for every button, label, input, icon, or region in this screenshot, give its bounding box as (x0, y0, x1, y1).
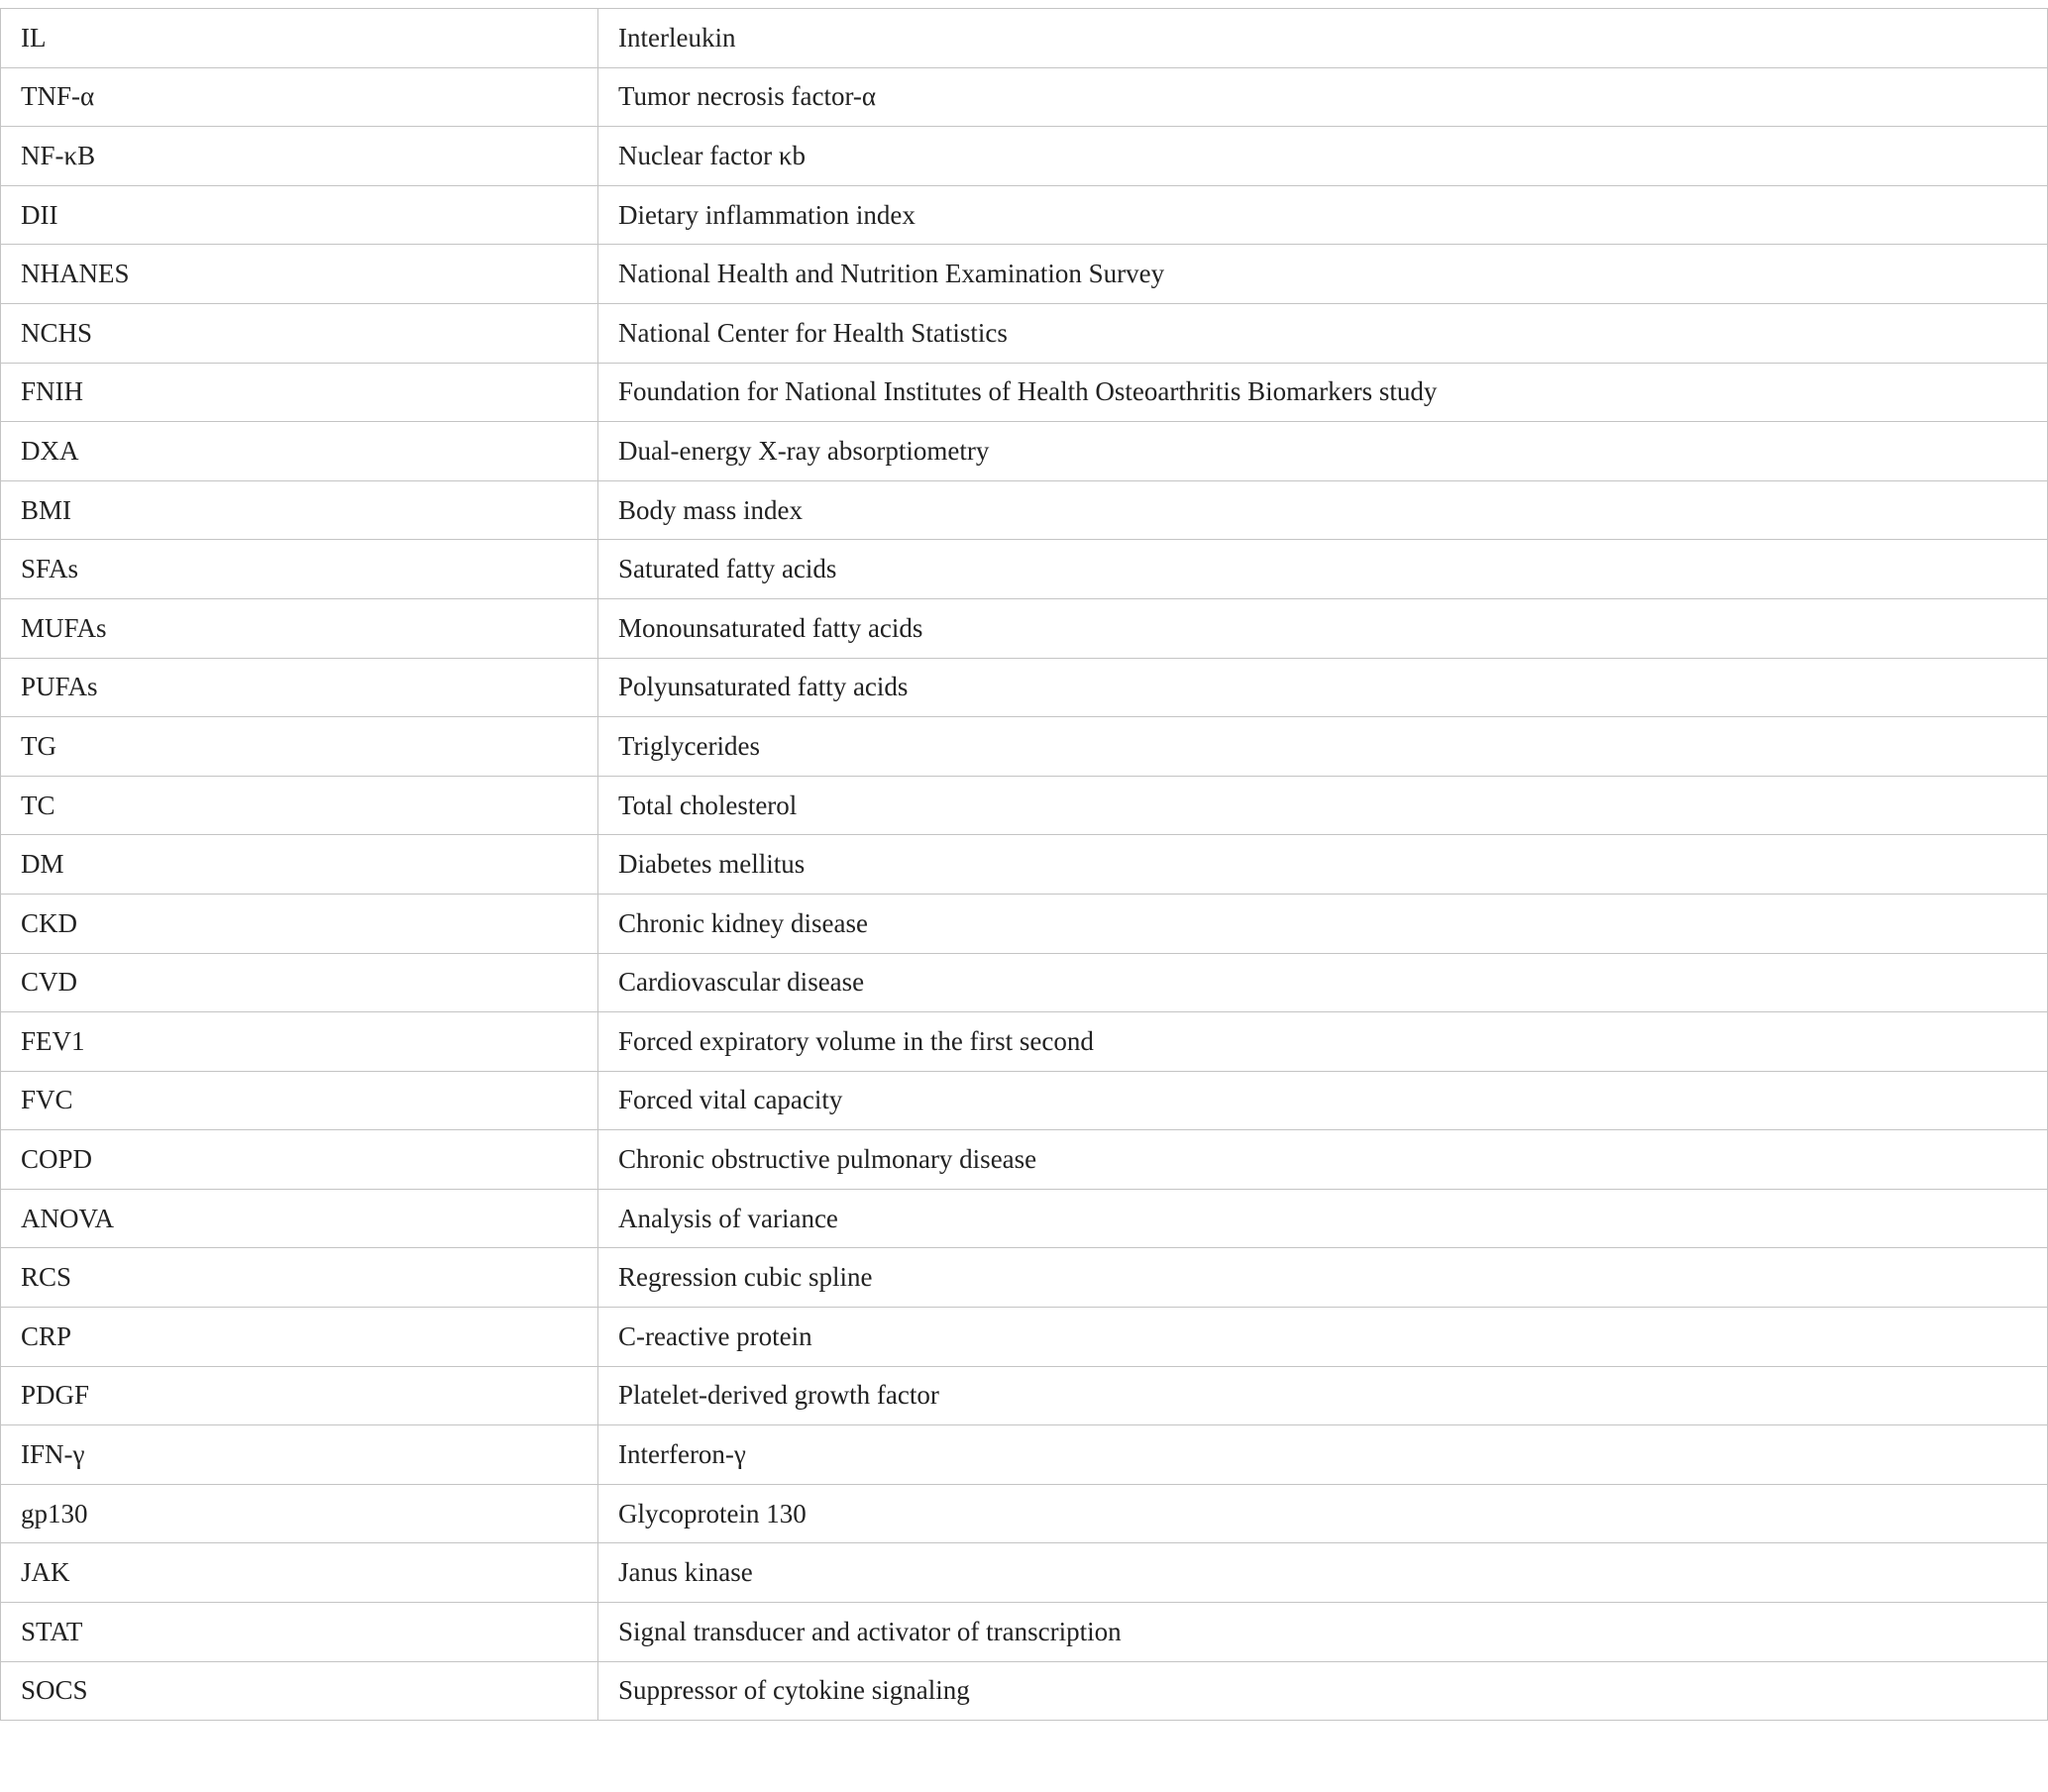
definition-cell: Forced expiratory volume in the first second (598, 1012, 2048, 1072)
table-row (1, 1366, 2048, 1425)
abbreviation-cell: NCHS (1, 303, 598, 363)
abbreviation-cell: MUFAs (1, 598, 598, 658)
definition-cell: Analysis of variance (598, 1189, 2048, 1248)
abbreviation-cell: PDGF (1, 1366, 598, 1425)
definition-cell: Dual-energy X-ray absorptiometry (598, 422, 2048, 481)
table-row (1, 1189, 2048, 1248)
abbreviation-cell: DXA (1, 422, 598, 481)
abbreviation-cell: CVD (1, 953, 598, 1012)
definition-cell: Triglycerides (598, 717, 2048, 777)
definition-cell: Chronic kidney disease (598, 894, 2048, 953)
abbreviation-cell: FNIH (1, 363, 598, 422)
abbreviation-cell: SFAs (1, 540, 598, 599)
abbreviation-cell: NHANES (1, 245, 598, 304)
abbreviation-cell: IFN-γ (1, 1425, 598, 1485)
table-row (1, 598, 2048, 658)
table-row (1, 127, 2048, 186)
table-row (1, 717, 2048, 777)
table-row (1, 1130, 2048, 1190)
definition-cell: Regression cubic spline (598, 1248, 2048, 1308)
abbreviation-cell: IL (1, 9, 598, 68)
abbreviation-cell: ANOVA (1, 1189, 598, 1248)
table-row (1, 1248, 2048, 1308)
definition-cell: Polyunsaturated fatty acids (598, 658, 2048, 717)
table-row (1, 776, 2048, 835)
abbreviation-cell: CKD (1, 894, 598, 953)
abbreviation-cell: PUFAs (1, 658, 598, 717)
abbreviation-cell: COPD (1, 1130, 598, 1190)
definition-cell: Dietary inflammation index (598, 185, 2048, 245)
table-row (1, 185, 2048, 245)
definition-cell: Total cholesterol (598, 776, 2048, 835)
table-row (1, 1425, 2048, 1485)
definition-cell: Forced vital capacity (598, 1071, 2048, 1130)
table-row (1, 953, 2048, 1012)
table-row (1, 1543, 2048, 1603)
abbreviation-cell: SOCS (1, 1661, 598, 1721)
abbreviation-cell: DII (1, 185, 598, 245)
definition-cell: Suppressor of cytokine signaling (598, 1661, 2048, 1721)
definition-cell: Cardiovascular disease (598, 953, 2048, 1012)
definition-cell: Saturated fatty acids (598, 540, 2048, 599)
table-row (1, 363, 2048, 422)
abbreviations-table (0, 8, 2048, 1721)
definition-cell: Foundation for National Institutes of Health Osteoarthritis Biomarkers study (598, 363, 2048, 422)
table-row (1, 1603, 2048, 1662)
definition-cell: Interleukin (598, 9, 2048, 68)
definition-cell: Janus kinase (598, 1543, 2048, 1603)
abbreviation-cell: RCS (1, 1248, 598, 1308)
definition-cell: Body mass index (598, 480, 2048, 540)
abbreviation-cell: TC (1, 776, 598, 835)
abbreviation-cell: FVC (1, 1071, 598, 1130)
abbreviation-cell: gp130 (1, 1484, 598, 1543)
definition-cell: Monounsaturated fatty acids (598, 598, 2048, 658)
table-row (1, 1012, 2048, 1072)
abbreviation-cell: TG (1, 717, 598, 777)
abbreviation-cell: JAK (1, 1543, 598, 1603)
definition-cell: Chronic obstructive pulmonary disease (598, 1130, 2048, 1190)
table-row (1, 1484, 2048, 1543)
definition-cell: National Health and Nutrition Examination Survey (598, 245, 2048, 304)
abbreviation-cell: CRP (1, 1308, 598, 1367)
table-row (1, 422, 2048, 481)
definition-cell: Interferon-γ (598, 1425, 2048, 1485)
table-row (1, 9, 2048, 68)
definition-cell: Glycoprotein 130 (598, 1484, 2048, 1543)
abbreviation-cell: BMI (1, 480, 598, 540)
table-row (1, 1308, 2048, 1367)
abbreviation-cell: TNF-α (1, 67, 598, 127)
definition-cell: Signal transducer and activator of transcription (598, 1603, 2048, 1662)
definition-cell: C-reactive protein (598, 1308, 2048, 1367)
definition-cell: National Center for Health Statistics (598, 303, 2048, 363)
table-row (1, 303, 2048, 363)
definition-cell: Diabetes mellitus (598, 835, 2048, 895)
table-row (1, 480, 2048, 540)
definition-cell: Tumor necrosis factor-α (598, 67, 2048, 127)
abbreviation-cell: NF-κB (1, 127, 598, 186)
table-row (1, 67, 2048, 127)
table-row (1, 835, 2048, 895)
definition-cell: Platelet-derived growth factor (598, 1366, 2048, 1425)
table-row (1, 1661, 2048, 1721)
table-row (1, 1071, 2048, 1130)
abbreviations-table-body (1, 9, 2048, 1721)
abbreviation-cell: FEV1 (1, 1012, 598, 1072)
table-row (1, 658, 2048, 717)
definition-cell: Nuclear factor κb (598, 127, 2048, 186)
table-row (1, 540, 2048, 599)
table-row (1, 245, 2048, 304)
abbreviation-cell: DM (1, 835, 598, 895)
table-row (1, 894, 2048, 953)
abbreviation-cell: STAT (1, 1603, 598, 1662)
